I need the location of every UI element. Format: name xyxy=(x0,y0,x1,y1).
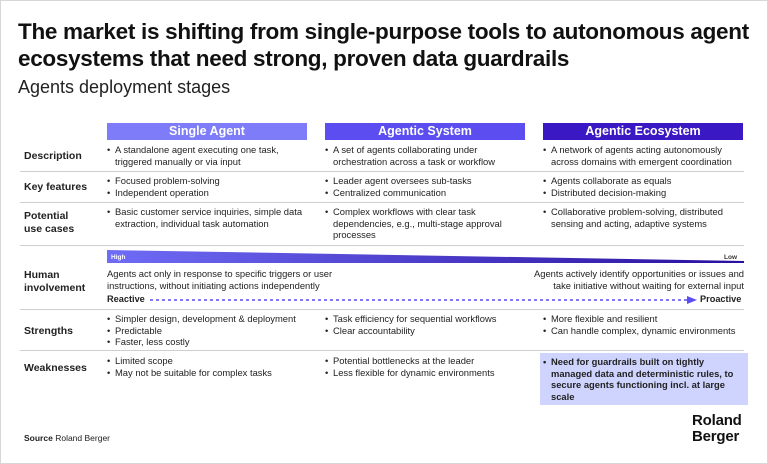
bullet-item: • Less flexible for dynamic environments xyxy=(325,367,533,379)
use-cases-single-agent xyxy=(107,206,315,229)
bullet-item: • Basic customer service inquiries, simple data extraction, individual task automation xyxy=(107,206,315,229)
low-label: Low xyxy=(724,254,737,261)
row-divider xyxy=(20,350,744,351)
bullet-item: • Limited scope xyxy=(107,355,315,367)
column-header-single-agent: Single Agent xyxy=(107,123,307,140)
row-label-use-cases xyxy=(24,210,74,236)
strengths-single-agent xyxy=(107,313,315,348)
slide-subtitle: Agents deployment stages xyxy=(18,77,231,97)
reactive-description: Agents act only in response to specific triggers or user instructions, without initiating actions independently xyxy=(107,268,333,291)
bullet-item: • Distributed decision-making xyxy=(543,187,748,199)
bullet-item: • A network of agents acting autonomously across domains with emergent coordination xyxy=(543,144,748,167)
row-label-weaknesses: Weaknesses xyxy=(24,362,87,374)
row-label-strengths: Strengths xyxy=(24,325,74,337)
description-agentic-system xyxy=(325,144,533,167)
bullet-item: • Task efficiency for sequential workflows xyxy=(325,313,533,325)
bullet-item: • Potential bottlenecks at the leader xyxy=(325,355,533,367)
row-label-use-cases-line2: use cases xyxy=(24,223,75,235)
row-label-use-cases-line1: Potential xyxy=(24,210,69,222)
involvement-gradient-wedge xyxy=(107,250,744,264)
weaknesses-agentic-system xyxy=(325,355,533,378)
high-label: High xyxy=(111,254,126,261)
bullet-item: • Agents collaborate as equals xyxy=(543,175,748,187)
bullet-item: • Complex workflows with clear task dependencies, e.g., multi-stage approval processes xyxy=(325,206,533,241)
row-divider xyxy=(20,202,744,203)
column-header-agentic-system: Agentic System xyxy=(325,123,525,140)
logo-line1: Roland xyxy=(692,412,742,429)
row-label-key-features: Key features xyxy=(24,181,88,193)
bullet-item: • Centralized communication xyxy=(325,187,533,199)
column-header-agentic-ecosystem: Agentic Ecosystem xyxy=(543,123,743,140)
reactive-proactive-arrow xyxy=(148,294,700,306)
bullet-item: • Focused problem-solving xyxy=(107,175,315,187)
strengths-agentic-system xyxy=(325,313,533,336)
roland-berger-logo xyxy=(692,413,742,445)
source-prefix: Source xyxy=(24,433,53,443)
key-features-single-agent xyxy=(107,175,315,198)
bullet-item: • Clear accountability xyxy=(325,325,533,337)
weaknesses-single-agent xyxy=(107,355,315,378)
row-label-human-involvement xyxy=(24,269,85,295)
source-name: Roland Berger xyxy=(55,433,111,443)
bullet-item: • A standalone agent executing one task, triggered manually or via input xyxy=(107,144,315,167)
row-label-description: Description xyxy=(24,150,82,162)
bullet-item: • More flexible and resilient xyxy=(543,313,748,325)
row-label-human-line1: Human xyxy=(24,269,60,281)
bullet-item: • May not be suitable for complex tasks xyxy=(107,367,315,379)
bullet-item: • Collaborative problem-solving, distributed sensing and acting, adaptive systems xyxy=(543,206,748,229)
bullet-item: • A set of agents collaborating under orchestration across a task or workflow xyxy=(325,144,533,167)
description-single-agent xyxy=(107,144,315,167)
bullet-item: • Predictable xyxy=(107,325,315,337)
reactive-label: Reactive xyxy=(107,294,145,304)
bullet-item: • Need for guardrails built on tightly managed data and deterministic rules, to secure agents functioning incl. at large scale xyxy=(543,356,744,402)
row-divider xyxy=(20,309,744,310)
use-cases-agentic-system xyxy=(325,206,533,241)
strengths-agentic-ecosystem xyxy=(543,313,748,336)
source-note xyxy=(24,433,110,443)
proactive-label: Proactive xyxy=(700,294,742,304)
bullet-item: • Leader agent oversees sub-tasks xyxy=(325,175,533,187)
slide-title: The market is shifting from single-purpose tools to autonomous agent ecosystems that need strong, proven data guardrails xyxy=(18,19,749,71)
row-label-human-line2: involvement xyxy=(24,282,86,294)
logo-line2: Berger xyxy=(692,428,740,445)
weaknesses-agentic-ecosystem-highlight xyxy=(540,353,748,405)
row-divider xyxy=(20,171,744,172)
bullet-item: • Faster, less costly xyxy=(107,336,315,348)
bullet-item: • Independent operation xyxy=(107,187,315,199)
key-features-agentic-system xyxy=(325,175,533,198)
description-agentic-ecosystem xyxy=(543,144,748,167)
key-features-agentic-ecosystem xyxy=(543,175,748,198)
row-divider xyxy=(20,245,744,246)
proactive-description: Agents actively identify opportunities or issues and take initiative without waiting for external input xyxy=(533,268,744,291)
bullet-item: • Simpler design, development & deployment xyxy=(107,313,315,325)
bullet-item: • Can handle complex, dynamic environments xyxy=(543,325,748,337)
use-cases-agentic-ecosystem xyxy=(543,206,748,229)
